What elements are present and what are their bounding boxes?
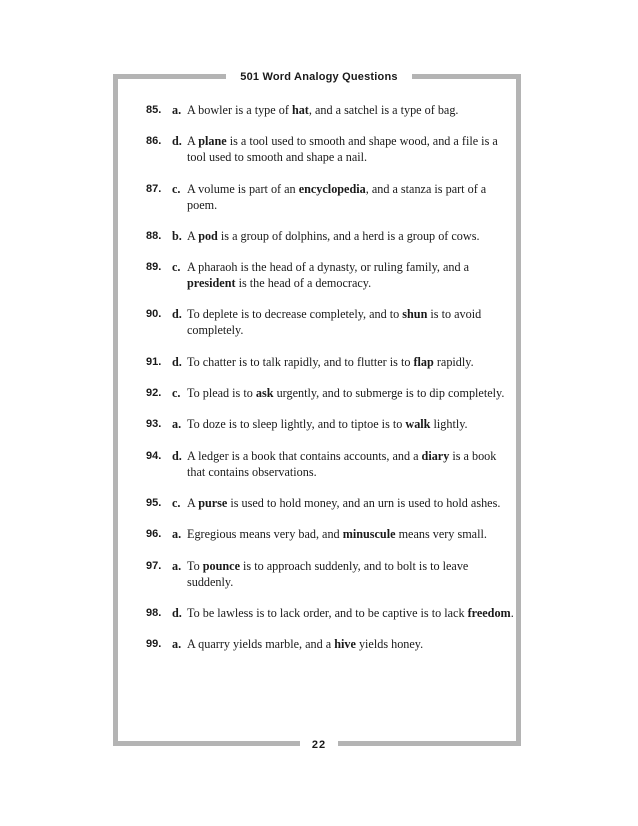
explanation-text: A (187, 134, 199, 149)
answer-letter: a. (172, 417, 182, 432)
answer-list (146, 102, 514, 667)
question-number: 93. (146, 418, 162, 431)
explanation-text: rapidly. (433, 354, 474, 369)
question-number: 85. (146, 104, 162, 116)
question-number: 90. (146, 308, 162, 321)
answer-letter: c. (172, 260, 181, 275)
answer-letter: d. (172, 605, 182, 620)
question-number: 86. (146, 135, 162, 148)
key-word: purse (198, 495, 228, 510)
explanation-text: lightly. (430, 417, 468, 432)
key-word: minuscule (342, 527, 396, 542)
key-word: president (187, 276, 236, 291)
answer-item (146, 495, 514, 511)
explanation-text: , and a stanza is part of a poem. (187, 181, 487, 212)
explanation-text: To plead is to (187, 386, 256, 401)
key-word: walk (405, 417, 431, 432)
answer-letter: b. (172, 228, 182, 243)
explanation-text: Egregious means very bad, and (187, 527, 343, 542)
key-word: hive (334, 637, 356, 652)
explanation-text: To chatter is to talk rapidly, and to flutter is to (187, 354, 414, 369)
explanation-text: To be lawless is to lack order, and to be captive is to lack (187, 605, 468, 620)
question-number: 99. (146, 638, 162, 651)
question-number: 89. (146, 261, 162, 274)
explanation-text: A quarry yields marble, and a (187, 637, 335, 652)
explanation-text: means very small. (395, 527, 487, 542)
answer-item (146, 636, 514, 652)
key-word: flap (413, 354, 434, 369)
answer-item (146, 605, 514, 621)
answer-letter: c. (172, 181, 181, 196)
explanation-text: is a group of dolphins, and a herd is a group of cows. (217, 228, 480, 243)
answer-item (146, 385, 514, 401)
answer-letter: d. (172, 134, 182, 149)
explanation-text: To doze is to sleep lightly, and to tiptoe is to (187, 417, 406, 432)
key-word: plane (198, 134, 227, 149)
question-number: 87. (146, 182, 162, 195)
answer-letter: c. (172, 495, 181, 510)
answer-letter: d. (172, 354, 182, 369)
answer-item (146, 259, 514, 291)
answer-item (146, 354, 514, 370)
explanation-text: is to approach suddenly, and to bolt is to leave suddenly. (187, 558, 469, 589)
question-number: 91. (146, 355, 162, 368)
answer-item (146, 228, 514, 244)
explanation-text: A (187, 495, 199, 510)
key-word: shun (402, 307, 428, 322)
explanation-text: A (187, 228, 199, 243)
answer-letter: a. (172, 103, 182, 117)
key-word: encyclopedia (298, 181, 366, 196)
explanation-text: To deplete is to decrease completely, and to (187, 307, 403, 322)
question-number: 88. (146, 229, 162, 242)
running-header: 501 Word Analogy Questions (226, 66, 412, 88)
key-word: pod (198, 228, 218, 243)
answer-item (146, 416, 514, 432)
explanation-text: To (187, 558, 203, 573)
answer-item (146, 133, 514, 165)
explanation-text: urgently, and to submerge is to dip completely. (273, 386, 505, 401)
explanation-text: is a tool used to smooth and shape wood, and a file is a tool used to smooth and shape a nail. (187, 134, 498, 165)
page-number: 22 (300, 735, 338, 755)
question-number: 96. (146, 528, 162, 541)
answer-letter: a. (172, 527, 182, 542)
explanation-text: A bowler is a type of (187, 103, 292, 117)
explanation-text: is used to hold money, and an urn is used to hold ashes. (227, 495, 501, 510)
explanation-text: A volume is part of an (187, 181, 299, 196)
question-number: 98. (146, 606, 162, 619)
explanation-text: . (510, 605, 514, 620)
explanation-text: is to avoid completely. (187, 307, 482, 338)
question-number: 97. (146, 559, 162, 572)
question-number: 94. (146, 449, 162, 462)
explanation-text: A pharaoh is the head of a dynasty, or ruling family, and a (187, 260, 470, 275)
question-number: 95. (146, 496, 162, 509)
question-number: 92. (146, 387, 162, 400)
answer-item (146, 181, 514, 213)
answer-item (146, 306, 514, 338)
answer-letter: a. (172, 558, 182, 573)
key-word: diary (421, 448, 450, 463)
explanation-text: is the head of a democracy. (235, 276, 372, 291)
explanation-text: yields honey. (355, 637, 424, 652)
answer-item (146, 102, 514, 118)
explanation-text: , and a satchel is a type of bag. (308, 103, 459, 117)
key-word: pounce (202, 558, 240, 573)
answer-item (146, 558, 514, 590)
answer-letter: c. (172, 386, 181, 401)
answer-item (146, 448, 514, 480)
answer-item (146, 526, 514, 542)
answer-letter: d. (172, 448, 182, 463)
answer-letter: a. (172, 637, 182, 652)
explanation-text: A ledger is a book that contains accounts, and a (187, 448, 422, 463)
explanation-text: is a book that contains observations. (187, 448, 497, 479)
answer-letter: d. (172, 307, 182, 322)
key-word: ask (255, 386, 274, 401)
key-word: hat (291, 103, 309, 117)
key-word: freedom (467, 605, 511, 620)
